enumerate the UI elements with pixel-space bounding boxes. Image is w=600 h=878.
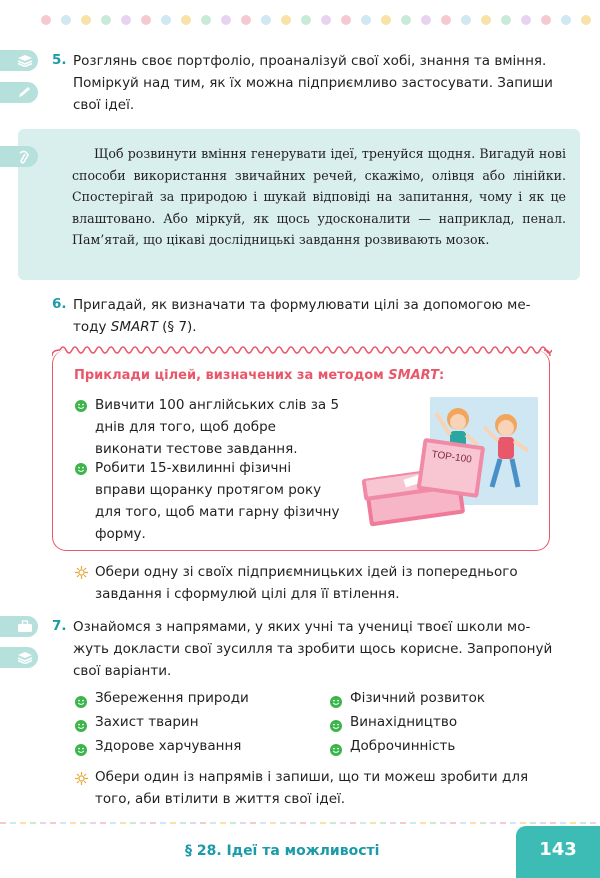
paperclip-tab [0,146,38,167]
kids-and-books-illustration [362,393,542,531]
task-5-text: Розглянь своє портфоліо, проаналізуй свої хобі, знання та вміння. Поміркуй над тим, як їх можна підприємливо застосувати. Запиши свої ідеї. [73,53,553,113]
task-5-number: 5. [52,52,67,68]
page-number: 143 [539,839,577,860]
task-7-followup: Обери один із напрямів і запиши, що ти можеш зробити для того, аби втілити в життя свої ідеї. [95,769,529,807]
direction-item: Здорове харчування [95,738,242,754]
direction-item: Захист тварин [95,714,199,730]
task-6-text-b: (§ 7). [157,319,197,335]
task-6-followup: Обери одну зі своїх підприємницьких ідей із попереднього завдання і сформулюй цілі для її втілення. [95,564,518,602]
books-tab [0,50,38,71]
page-number-box [516,826,600,878]
task-7-number: 7. [52,618,67,634]
pencil-tab [0,82,38,103]
direction-item: Винахідництво [350,714,458,730]
example-item-2: Робити 15-хвилинні фізичні вправи щоранку протягом року для того, щоб мати гарну фізичну форму. [95,460,340,542]
books-icon [17,651,33,664]
smiley-icon [330,741,342,753]
smiley-icon [330,717,342,729]
task-6-text-a: Пригадай, як визначати та формулювати цілі за допомогою методу [73,297,531,335]
direction-item: Фізичний розвиток [350,690,485,706]
examples-title-a: Приклади цілей, визначених за методом [74,368,389,383]
task-6-number: 6. [52,296,67,312]
smiley-icon [75,400,87,412]
smiley-icon [75,741,87,753]
examples-title [74,368,444,383]
tip-text: Щоб розвинути вміння генерувати ідеї, тренуйся щодня. Вигадуй нові способи використання звичайних речей, скажімо, олівця або лінійки. Спостерігай за природою і шукай відповіді на запитання, чому і як це влаштовано. Або міркуй, як щось удосконалити — наприклад, пенал. Пам’ятай, що цікаві дослідницькі завдання розвивають мозок. [72,146,566,248]
task-6-smart: SMART [110,319,158,335]
top-dots-decoration [40,12,600,28]
example-item-1: Вивчити 100 англійських слів за 5 днів для того, щоб добре виконати тестове завдання. [95,397,340,457]
section-title: § 28. Ідеї та можливості [185,843,380,859]
smiley-icon [330,693,342,705]
task-7-text: Ознайомся з напрямами, у яких учні та учениці твоєї школи можуть докласти свої зусилля та зробити щось корисне. Запропонуй свої варіанти. [73,619,553,679]
briefcase-icon [17,620,33,633]
footer-dashed-line [0,822,600,826]
briefcase-tab [0,616,38,637]
books-tab-2 [0,647,38,668]
smiley-icon [75,463,87,475]
books-icon [17,54,33,67]
examples-title-b: : [438,368,445,383]
direction-item: Збереження природи [95,690,249,706]
tip-box [18,129,580,280]
book-label: TOP-100 [430,449,473,466]
sun-star-icon [75,772,88,785]
smiley-icon [75,693,87,705]
examples-title-smart: SMART [388,368,439,383]
smiley-icon [75,717,87,729]
pencil-icon [17,86,33,99]
sun-star-icon [75,566,88,579]
paperclip-icon [17,150,33,164]
task-6-text [73,294,553,338]
direction-item: Доброчинність [350,738,456,754]
